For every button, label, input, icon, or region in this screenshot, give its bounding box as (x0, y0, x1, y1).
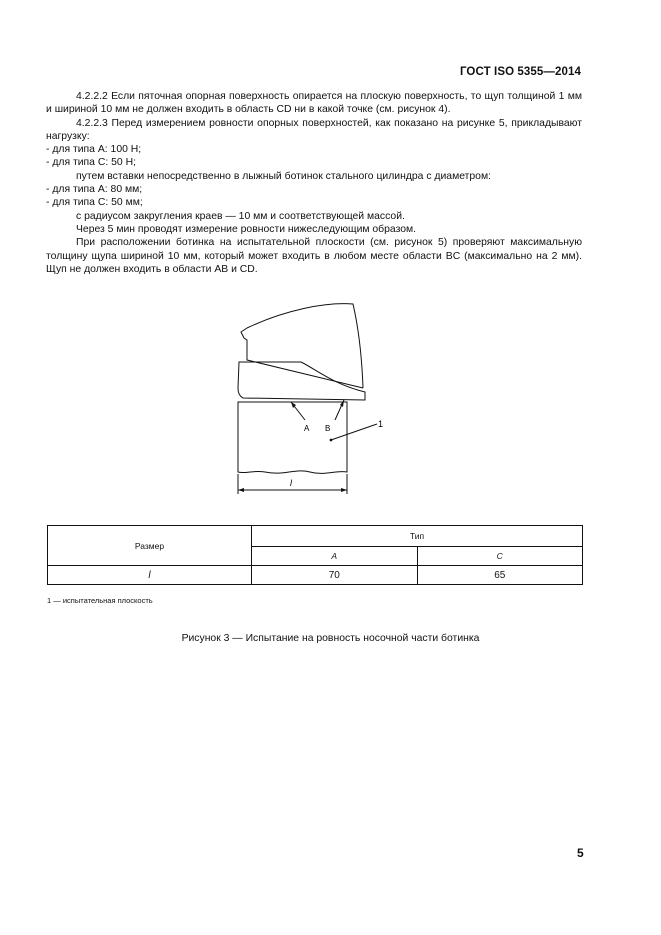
paragraph: Через 5 мин проводят измерение ровности нижеследующим образом. (76, 223, 417, 235)
paragraph-4-2-2-2: 4.2.2.2 Если пяточная опорная поверхность опирается на плоскую поверхность, то щуп толщиной 1 мм и шириной 10 мм не должен входить в область CD ни в какой точке (см. рисунок 4). (46, 91, 582, 116)
label-l: l (290, 478, 292, 488)
table-header-size: Размер (48, 526, 252, 566)
leader-1-line (331, 424, 377, 440)
list-item: - для типа A: 80 мм; (46, 184, 143, 196)
table-cell-value-a: 70 (252, 566, 418, 585)
label-1: 1 (378, 419, 384, 429)
list-item: - для типа C: 50 Н; (46, 157, 136, 169)
list-item: - для типа A: 100 Н; (46, 144, 142, 156)
list-item: - для типа C: 50 мм; (46, 197, 143, 209)
boot-toe-drawing (225, 300, 395, 500)
test-plane-dot (330, 439, 333, 442)
dim-arrow-left (238, 488, 244, 492)
table-subheader-a: A (252, 547, 418, 566)
paragraph: с радиусом закругления краев — 10 мм и соответствующей массой. (76, 210, 405, 222)
body-text (46, 90, 582, 276)
arrow-b-head (340, 400, 344, 407)
table-subheader-c: C (417, 547, 583, 566)
table-cell-value-c: 65 (417, 566, 583, 585)
paragraph-4-2-2-3: 4.2.2.3 Перед измерением ровности опорных поверхностей, как показано на рисунке 5, прикладывают нагрузку: (46, 117, 582, 142)
paragraph: путем вставки непосредственно в лыжный ботинок стального цилиндра с диаметром: (76, 170, 491, 182)
figure-caption: Рисунок 3 — Испытание на ровность носочной части ботинка (181, 633, 480, 644)
page-number: 5 (577, 846, 584, 860)
dim-arrow-right (341, 488, 347, 492)
label-a: A (304, 424, 310, 433)
paragraph: При расположении ботинка на испытательной плоскости (см. рисунок 5) проверяют максимальную толщину щупа шириной 10 мм, который может входить в любом месте области BC (максимально на 2 мм). Щуп не должен входить в области AB и CD. (46, 237, 582, 275)
boot-sole-outline (238, 362, 365, 400)
test-plane-outline (238, 402, 347, 473)
table-row (48, 566, 583, 585)
dimensions-table (47, 525, 583, 585)
document-header: ГОСТ ISO 5355—2014 (459, 66, 581, 78)
table-header-type: Тип (252, 526, 583, 547)
boot-upper-front (241, 328, 363, 388)
boot-toe-figure (225, 300, 395, 500)
table-cell-row-label: l (48, 566, 252, 585)
boot-upper-outline (247, 304, 363, 388)
figure-legend: 1 — испытательная плоскость (47, 596, 153, 605)
label-b: B (325, 424, 331, 433)
